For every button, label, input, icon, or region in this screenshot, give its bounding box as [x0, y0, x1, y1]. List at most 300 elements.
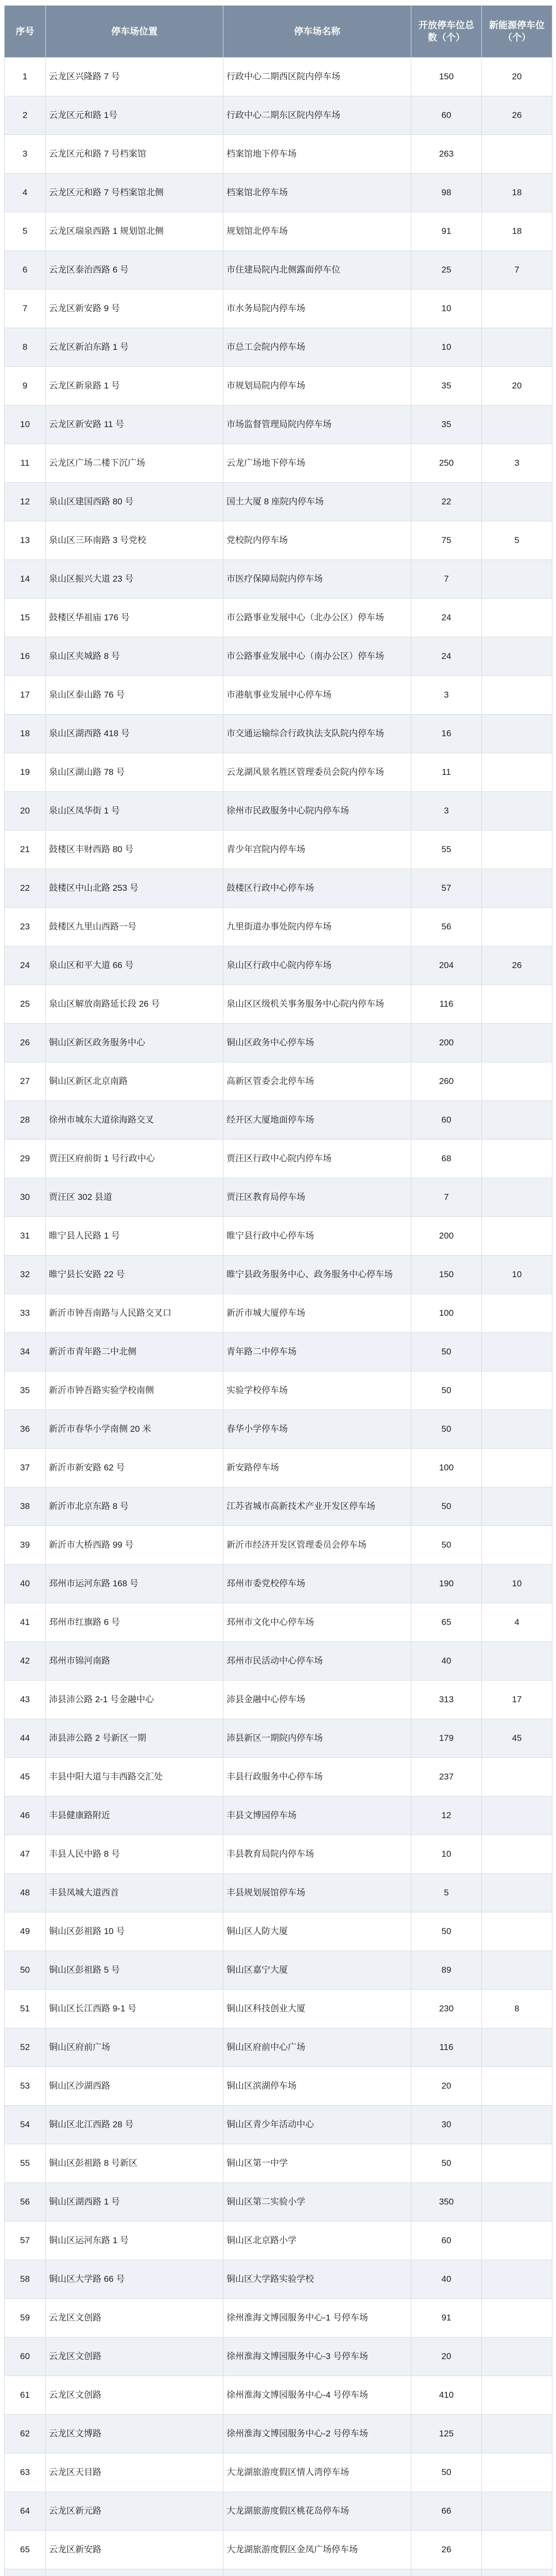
row-no: 25 — [5, 985, 46, 1024]
row-location: 云龙区文创路 — [46, 2299, 223, 2337]
row-total-spaces: 26 — [411, 2531, 482, 2569]
row-no: 27 — [5, 1062, 46, 1101]
table-row — [5, 96, 552, 135]
row-location: 新沂市钟吾南路与人民路交叉口 — [46, 1294, 223, 1333]
row-name: 丰县行政服务中心停车场 — [223, 1758, 411, 1797]
row-new-energy-spaces — [482, 1912, 552, 1951]
row-total-spaces: 204 — [411, 946, 482, 985]
row-total-spaces: 410 — [411, 2376, 482, 2415]
table-row — [5, 1178, 552, 1217]
row-total-spaces: 230 — [411, 1990, 482, 2028]
row-total-spaces: 10 — [411, 1835, 482, 1874]
row-total-spaces: 12 — [411, 1797, 482, 1835]
row-total-spaces: 20 — [411, 2067, 482, 2106]
row-new-energy-spaces — [482, 599, 552, 637]
row-new-energy-spaces — [482, 2415, 552, 2453]
row-name: 邳州市民活动中心停车场 — [223, 1642, 411, 1681]
row-no: 38 — [5, 1487, 46, 1526]
row-location: 泉山区建国西路 80 号 — [46, 483, 223, 521]
row-name: 铜山区第一中学 — [223, 2144, 411, 2183]
row-no: 35 — [5, 1371, 46, 1410]
row-total-spaces: 50 — [411, 2453, 482, 2492]
row-new-energy-spaces — [482, 135, 552, 174]
row-no: 64 — [5, 2492, 46, 2531]
row-total-spaces: 190 — [411, 1565, 482, 1603]
row-location: 云龙区广场二楼下沉广场 — [46, 444, 223, 483]
row-name: 实验学校停车场 — [223, 1371, 411, 1410]
header-name: 停车场名称 — [223, 6, 411, 58]
row-new-energy-spaces: 7 — [482, 251, 552, 290]
row-location: 泉山区解放南路延长段 26 号 — [46, 985, 223, 1024]
row-new-energy-spaces — [482, 2222, 552, 2260]
row-location: 泉山区振兴大道 23 号 — [46, 560, 223, 599]
table-row — [5, 1526, 552, 1565]
header-new: 新能源停车位（个） — [482, 6, 552, 58]
row-new-energy-spaces — [482, 1333, 552, 1371]
row-no: 9 — [5, 367, 46, 405]
row-no: 52 — [5, 2028, 46, 2067]
row-name: 铜山区府前中心广场 — [223, 2028, 411, 2067]
row-new-energy-spaces: 26 — [482, 96, 552, 135]
row-total-spaces: 263 — [411, 135, 482, 174]
row-total-spaces: 100 — [411, 1294, 482, 1333]
row-location: 新沂市北京东路 8 号 — [46, 1487, 223, 1526]
row-location: 云龙区元和路 7 号档案馆北侧 — [46, 174, 223, 212]
table-row — [5, 1912, 552, 1951]
row-name: 铜山区北京路小学 — [223, 2222, 411, 2260]
row-no: 44 — [5, 1719, 46, 1758]
table-row — [5, 1333, 552, 1371]
row-no: 20 — [5, 792, 46, 831]
row-name: 档案馆北停车场 — [223, 174, 411, 212]
row-new-energy-spaces: 18 — [482, 174, 552, 212]
row-new-energy-spaces — [482, 676, 552, 715]
row-name: 市规划局院内停车场 — [223, 367, 411, 405]
table-row — [5, 135, 552, 174]
row-new-energy-spaces: 5 — [482, 521, 552, 560]
row-name: 丰县文博园停车场 — [223, 1797, 411, 1835]
table-row — [5, 1719, 552, 1758]
row-total-spaces: 179 — [411, 1719, 482, 1758]
parking-table-container — [4, 5, 552, 2576]
row-no: 3 — [5, 135, 46, 174]
row-new-energy-spaces — [482, 1874, 552, 1912]
row-no: 11 — [5, 444, 46, 483]
row-name: 铜山区大学路实验学校 — [223, 2260, 411, 2299]
row-location: 铜山区大学路 66 号 — [46, 2260, 223, 2299]
row-no: 7 — [5, 290, 46, 328]
table-row — [5, 1681, 552, 1719]
row-new-energy-spaces: 20 — [482, 58, 552, 96]
row-new-energy-spaces — [482, 2144, 552, 2183]
row-no: 29 — [5, 1140, 46, 1178]
table-row — [5, 1874, 552, 1912]
row-location: 铜山区彭祖路 10 号 — [46, 1912, 223, 1951]
row-name: 九里街道办事处院内停车场 — [223, 908, 411, 946]
table-row — [5, 405, 552, 444]
row-new-energy-spaces — [482, 715, 552, 753]
header-location: 停车场位置 — [46, 6, 223, 58]
row-location: 鼓楼区九里山西路一号 — [46, 908, 223, 946]
row-new-energy-spaces — [482, 2106, 552, 2144]
row-new-energy-spaces: 20 — [482, 367, 552, 405]
row-new-energy-spaces: 45 — [482, 1719, 552, 1758]
row-location: 鼓楼区丰财西路 80 号 — [46, 831, 223, 869]
row-name: 大龙湖旅游度假区情人湾停车场 — [223, 2453, 411, 2492]
row-no: 22 — [5, 869, 46, 908]
table-row — [5, 792, 552, 831]
row-total-spaces: 60 — [411, 2222, 482, 2260]
table-row — [5, 1758, 552, 1797]
row-total-spaces: 150 — [411, 58, 482, 96]
row-total-spaces: 57 — [411, 869, 482, 908]
row-total-spaces: 11 — [411, 753, 482, 792]
row-location: 泉山区凤华街 1 号 — [46, 792, 223, 831]
row-name: 徐州淮海文博园服务中心-3 号停车场 — [223, 2337, 411, 2376]
table-row — [5, 58, 552, 96]
row-total-spaces: 22 — [411, 483, 482, 521]
row-new-energy-spaces — [482, 1526, 552, 1565]
table-row — [5, 2376, 552, 2415]
row-location: 云龙区瑞泉西路 1 规划馆北侧 — [46, 212, 223, 251]
row-new-energy-spaces — [482, 290, 552, 328]
row-no: 28 — [5, 1101, 46, 1140]
row-location: 云龙区文创路 — [46, 2337, 223, 2376]
row-no: 6 — [5, 251, 46, 290]
row-no: 2 — [5, 96, 46, 135]
row-total-spaces: 35 — [411, 405, 482, 444]
table-row — [5, 2028, 552, 2067]
table-row — [5, 483, 552, 521]
row-no: 46 — [5, 1797, 46, 1835]
row-name: 市场监督管理局院内停车场 — [223, 405, 411, 444]
row-name: 市港航事业发展中心停车场 — [223, 676, 411, 715]
row-total-spaces: 68 — [411, 1140, 482, 1178]
row-name: 沛县新区一期院内停车场 — [223, 1719, 411, 1758]
table-row — [5, 444, 552, 483]
row-location: 泉山区三环南路 3 号党校 — [46, 521, 223, 560]
row-location: 贾汪区 302 县道 — [46, 1178, 223, 1217]
row-name: 市医疗保障局院内停车场 — [223, 560, 411, 599]
row-no: 24 — [5, 946, 46, 985]
table-row — [5, 1217, 552, 1256]
row-total-spaces: 5 — [411, 1874, 482, 1912]
row-new-energy-spaces — [482, 2299, 552, 2337]
row-no: 56 — [5, 2183, 46, 2222]
row-new-energy-spaces: 8 — [482, 1990, 552, 2028]
table-row — [5, 1449, 552, 1487]
row-total-spaces: 116 — [411, 2028, 482, 2067]
row-new-energy-spaces — [482, 1487, 552, 1526]
table-row — [5, 1565, 552, 1603]
row-name: 睢宁县政务服务中心、政务服务中心停车场 — [223, 1256, 411, 1294]
row-total-spaces: 260 — [411, 1062, 482, 1101]
row-new-energy-spaces — [482, 1178, 552, 1217]
row-no: 12 — [5, 483, 46, 521]
row-name: 丰县规划展馆停车场 — [223, 1874, 411, 1912]
row-new-energy-spaces — [482, 328, 552, 367]
row-no: 61 — [5, 2376, 46, 2415]
row-location: 云龙区泰治西路 6 号 — [46, 251, 223, 290]
row-total-spaces: 20 — [411, 2337, 482, 2376]
row-name: 铜山区科技创业大厦 — [223, 1990, 411, 2028]
row-name: 大龙湖旅游度假区桃花岛停车场 — [223, 2492, 411, 2531]
row-total-spaces: 50 — [411, 1371, 482, 1410]
row-location: 云龙区元和路 7 号档案馆 — [46, 135, 223, 174]
row-total-spaces: 7 — [411, 1178, 482, 1217]
row-no: 21 — [5, 831, 46, 869]
row-total-spaces: 125 — [411, 2415, 482, 2453]
row-total-spaces: 91 — [411, 212, 482, 251]
row-location: 云龙区新安路 — [46, 2531, 223, 2569]
row-name: 睢宁县行政中心停车场 — [223, 1217, 411, 1256]
table-row — [5, 290, 552, 328]
row-location: 徐州市城东大道徐海路交叉 — [46, 1101, 223, 1140]
row-location: 铜山区运河东路 1 号 — [46, 2222, 223, 2260]
table-row — [5, 1642, 552, 1681]
table-row — [5, 367, 552, 405]
table-row — [5, 869, 552, 908]
row-new-energy-spaces — [482, 985, 552, 1024]
row-name: 江苏省城市高新技术产业开发区停车场 — [223, 1487, 411, 1526]
table-row — [5, 2299, 552, 2337]
table-row — [5, 2183, 552, 2222]
row-location: 邳州市红旗路 6 号 — [46, 1603, 223, 1642]
row-location: 铜山区湖西路 1 号 — [46, 2183, 223, 2222]
row-location: 铜山区彭祖路 5 号 — [46, 1951, 223, 1990]
row-total-spaces: 24 — [411, 599, 482, 637]
row-no: 43 — [5, 1681, 46, 1719]
table-row — [5, 212, 552, 251]
row-total-spaces: 24 — [411, 637, 482, 676]
row-location: 新沂市钟吾路实验学校南侧 — [46, 1371, 223, 1410]
row-name: 经开区大厦地面停车场 — [223, 1101, 411, 1140]
row-no: 5 — [5, 212, 46, 251]
table-row — [5, 1062, 552, 1101]
row-name: 铜山区青少年活动中心 — [223, 2106, 411, 2144]
table-row — [5, 1101, 552, 1140]
row-no: 54 — [5, 2106, 46, 2144]
table-row — [5, 560, 552, 599]
table-row — [5, 637, 552, 676]
row-new-energy-spaces: 10 — [482, 1565, 552, 1603]
row-name: 云龙广场地下停车场 — [223, 444, 411, 483]
table-body — [5, 58, 552, 2576]
row-no: 10 — [5, 405, 46, 444]
row-location: 云龙区新泊东路 1 号 — [46, 328, 223, 367]
table-row — [5, 676, 552, 715]
row-name: 铜山区滨湖停车场 — [223, 2067, 411, 2106]
row-total-spaces: 35 — [411, 367, 482, 405]
row-total-spaces: 3 — [411, 792, 482, 831]
row-no: 36 — [5, 1410, 46, 1449]
row-new-energy-spaces — [482, 2337, 552, 2376]
row-location: 云龙区天目路 — [46, 2453, 223, 2492]
row-name: 贾汪区行政中心院内停车场 — [223, 1140, 411, 1178]
row-name: 高新区管委会北停车场 — [223, 1062, 411, 1101]
row-new-energy-spaces — [482, 1642, 552, 1681]
row-new-energy-spaces — [482, 2067, 552, 2106]
row-new-energy-spaces — [482, 2531, 552, 2569]
row-location: 邳州市锦河南路 — [46, 1642, 223, 1681]
row-name: 市交通运输综合行政执法支队院内停车场 — [223, 715, 411, 753]
row-name: 大龙湖旅游度假区金凤广场停车场 — [223, 2531, 411, 2569]
row-no: 50 — [5, 1951, 46, 1990]
table-row — [5, 753, 552, 792]
row-location: 铜山区新区政务服务中心 — [46, 1024, 223, 1062]
row-name: 铜山区第二实验小学 — [223, 2183, 411, 2222]
row-name: 沛县金融中心停车场 — [223, 1681, 411, 1719]
row-total-spaces: 100 — [411, 1449, 482, 1487]
table-row — [5, 1140, 552, 1178]
table-row — [5, 908, 552, 946]
row-total-spaces: 3 — [411, 676, 482, 715]
row-no: 42 — [5, 1642, 46, 1681]
row-new-energy-spaces: 10 — [482, 1256, 552, 1294]
row-new-energy-spaces — [482, 1217, 552, 1256]
table-row — [5, 1487, 552, 1526]
row-total-spaces: 65 — [411, 1603, 482, 1642]
row-name: 铜山区人防大厦 — [223, 1912, 411, 1951]
row-name: 市总工会院内停车场 — [223, 328, 411, 367]
row-new-energy-spaces — [482, 2028, 552, 2067]
row-total-spaces: 7 — [411, 560, 482, 599]
header-no: 序号 — [5, 6, 46, 58]
row-no: 31 — [5, 1217, 46, 1256]
table-row — [5, 2144, 552, 2183]
row-total-spaces: 50 — [411, 1333, 482, 1371]
row-total-spaces: 30 — [411, 2106, 482, 2144]
row-total-spaces: 40 — [411, 1642, 482, 1681]
row-location: 丰县人民中路 8 号 — [46, 1835, 223, 1874]
row-total-spaces: 313 — [411, 1681, 482, 1719]
row-name: 徐州淮海文博园服务中心-4 号停车场 — [223, 2376, 411, 2415]
row-no: 4 — [5, 174, 46, 212]
row-location: 铜山区彭祖路 8 号新区 — [46, 2144, 223, 2183]
row-name: 徐州淮海文博园服务中心-1 号停车场 — [223, 2299, 411, 2337]
row-no: 19 — [5, 753, 46, 792]
row-no: 51 — [5, 1990, 46, 2028]
table-row — [5, 1603, 552, 1642]
row-no: 49 — [5, 1912, 46, 1951]
row-total-spaces: 98 — [411, 174, 482, 212]
row-location: 贾汪区府前街 1 号行政中心 — [46, 1140, 223, 1178]
row-location: 云龙区元和路 1号 — [46, 96, 223, 135]
table-row — [5, 251, 552, 290]
row-name: 丰县教育局院内停车场 — [223, 1835, 411, 1874]
row-no: 59 — [5, 2299, 46, 2337]
row-new-energy-spaces — [482, 1449, 552, 1487]
row-name: 贾汪区教育局停车场 — [223, 1178, 411, 1217]
row-new-energy-spaces — [482, 792, 552, 831]
row-total-spaces: 50 — [411, 1487, 482, 1526]
row-no: 23 — [5, 908, 46, 946]
row-new-energy-spaces — [482, 1101, 552, 1140]
row-name: 档案馆地下停车场 — [223, 135, 411, 174]
row-total-spaces: 237 — [411, 1758, 482, 1797]
row-new-energy-spaces — [482, 1294, 552, 1333]
row-total-spaces: 150 — [411, 1256, 482, 1294]
row-location: 新沂市青年路二中北侧 — [46, 1333, 223, 1371]
row-location: 云龙区新安路 9 号 — [46, 290, 223, 328]
row-total-spaces: 40 — [411, 2260, 482, 2299]
table-row — [5, 1294, 552, 1333]
row-no: 18 — [5, 715, 46, 753]
row-no: 13 — [5, 521, 46, 560]
row-new-energy-spaces — [482, 2376, 552, 2415]
row-new-energy-spaces — [482, 560, 552, 599]
row-location: 云龙区新泉路 1 号 — [46, 367, 223, 405]
row-new-energy-spaces — [482, 1835, 552, 1874]
row-name: 铜山区政务中心停车场 — [223, 1024, 411, 1062]
row-location: 铜山区新区北京南路 — [46, 1062, 223, 1101]
table-row — [5, 2569, 552, 2576]
row-location: 泉山区湖山路 78 号 — [46, 753, 223, 792]
table-row — [5, 946, 552, 985]
row-no: 40 — [5, 1565, 46, 1603]
row-location: 云龙区兴隆路 7 号 — [46, 58, 223, 96]
row-location: 鼓楼区华祖庙 176 号 — [46, 599, 223, 637]
row-location: 云龙区文博路 — [46, 2415, 223, 2453]
row-location: 丰县凤城大道西首 — [46, 1874, 223, 1912]
row-total-spaces: 50 — [411, 1410, 482, 1449]
row-new-energy-spaces — [482, 405, 552, 444]
row-name: 铜山区嘉宁大厦 — [223, 1951, 411, 1990]
row-total-spaces: 10 — [411, 290, 482, 328]
row-name: 市公路事业发展中心（北办公区）停车场 — [223, 599, 411, 637]
table-row — [5, 2106, 552, 2144]
row-no: 41 — [5, 1603, 46, 1642]
row-name: 行政中心二期东区院内停车场 — [223, 96, 411, 135]
table-row — [5, 1256, 552, 1294]
row-location: 丰县中阳大道与丰西路交汇处 — [46, 1758, 223, 1797]
row-new-energy-spaces — [482, 1062, 552, 1101]
table-row — [5, 831, 552, 869]
row-name: 鼓楼区行政中心停车场 — [223, 869, 411, 908]
row-name: 青少年宫院内停车场 — [223, 831, 411, 869]
row-no — [5, 2569, 46, 2576]
row-total-spaces: 10 — [411, 328, 482, 367]
row-no: 32 — [5, 1256, 46, 1294]
row-no: 8 — [5, 328, 46, 367]
row-location: 云龙区新元路 — [46, 2492, 223, 2531]
row-new-energy-spaces — [482, 2492, 552, 2531]
row-location: 沛县沛公路 2-1 号金融中心 — [46, 1681, 223, 1719]
row-no: 34 — [5, 1333, 46, 1371]
row-name: 青年路二中停车场 — [223, 1333, 411, 1371]
row-name: 规划馆北停车场 — [223, 212, 411, 251]
row-new-energy-spaces: 26 — [482, 946, 552, 985]
row-location: 沛县沛公路 2 号新区一期 — [46, 1719, 223, 1758]
table-row — [5, 985, 552, 1024]
row-location: 泉山区泰山路 76 号 — [46, 676, 223, 715]
parking-table — [4, 5, 552, 2576]
row-total-spaces — [411, 2569, 482, 2576]
row-total-spaces: 250 — [411, 444, 482, 483]
row-no: 17 — [5, 676, 46, 715]
table-row — [5, 2453, 552, 2492]
row-name: 市住建局院内北侧露面停车位 — [223, 251, 411, 290]
row-new-energy-spaces — [482, 908, 552, 946]
row-name: 党校院内停车场 — [223, 521, 411, 560]
row-location: 丰县健康路附近 — [46, 1797, 223, 1835]
row-location: 新沂市新安路 62 号 — [46, 1449, 223, 1487]
row-new-energy-spaces — [482, 1140, 552, 1178]
table-row — [5, 715, 552, 753]
row-no: 16 — [5, 637, 46, 676]
row-total-spaces: 66 — [411, 2492, 482, 2531]
row-new-energy-spaces — [482, 2183, 552, 2222]
